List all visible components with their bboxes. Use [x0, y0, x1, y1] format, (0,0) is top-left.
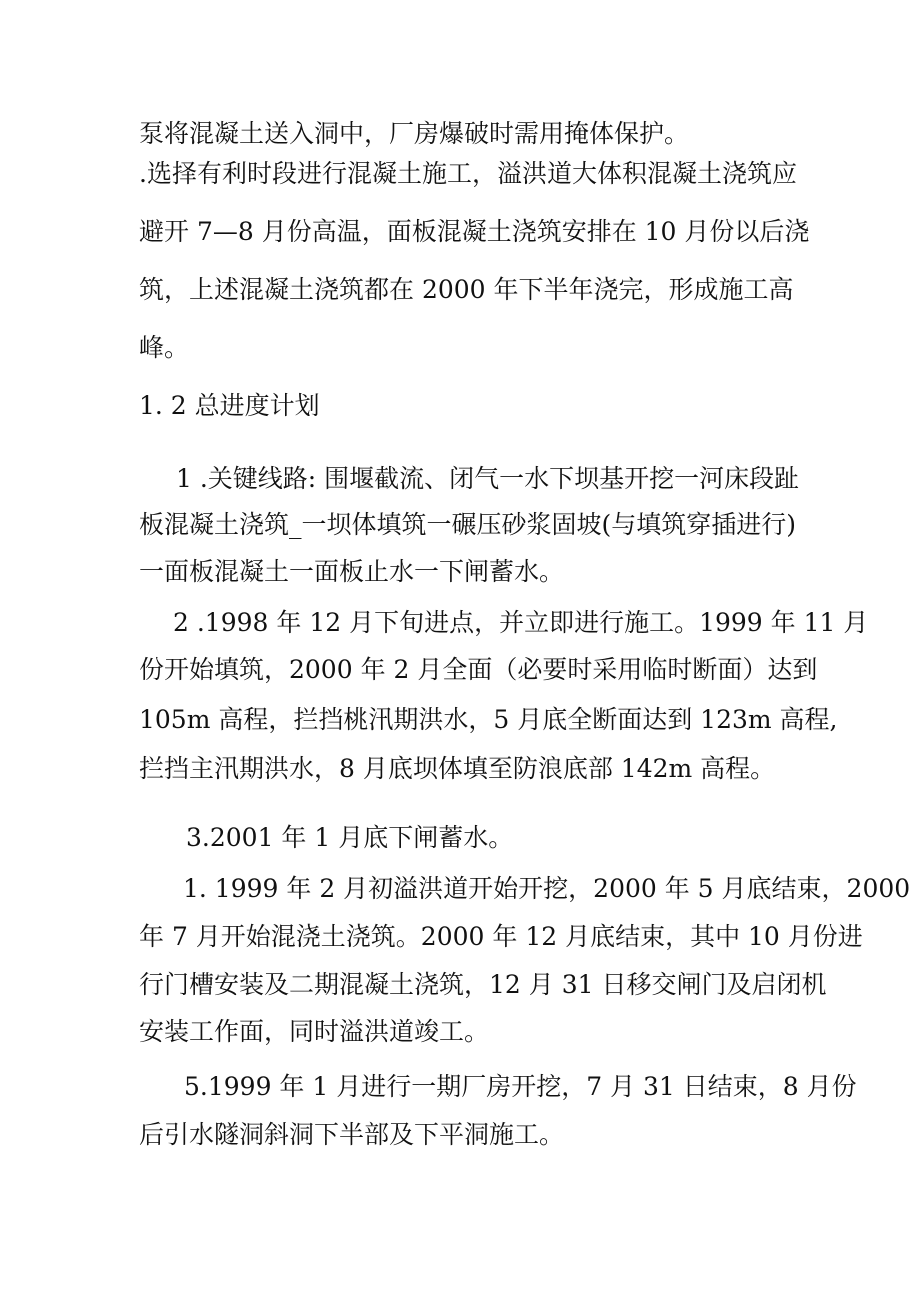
text-line: 拦挡主汛期洪水，8 月底坝体填至防浪底部 142m 高程。 — [139, 754, 776, 783]
text-line: 泵将混凝土送入洞中，厂房爆破时需用掩体保护。 — [139, 119, 690, 148]
text-line: 避开 7—8 月份高温，面板混凝土浇筑安排在 10 月份以后浇 — [139, 217, 810, 246]
text-line: 一面板混凝土一面板止水一下闸蓄水。 — [139, 557, 565, 586]
text-line: 1 .关键线路: 围堰截流、闭气一水下坝基开挖一河床段趾 — [176, 464, 800, 493]
text-line: 2 .1998 年 12 月下旬进点，并立即进行施工。1999 年 11 月 — [173, 608, 869, 637]
text-line: 年 7 月开始混浇土浇筑。2000 年 12 月底结束，其中 10 月份进 — [139, 922, 863, 951]
text-line: 后引水隧洞斜洞下半部及下平洞施工。 — [139, 1120, 565, 1149]
text-line: 105m 高程，拦挡桃汛期洪水，5 月底全断面达到 123m 高程, — [139, 705, 838, 734]
text-line: 份开始填筑，2000 年 2 月全面（必要时采用临时断面）达到 — [139, 655, 818, 684]
text-line: .选择有利时段进行混凝土施工，溢洪道大体积混凝土浇筑应 — [139, 159, 797, 188]
section-heading: 1. 2 总进度计划 — [139, 391, 320, 420]
text-line: 峰。 — [139, 333, 190, 362]
text-line: 安装工作面，同时溢洪道竣工。 — [139, 1017, 490, 1046]
text-line: 3.2001 年 1 月底下闸蓄水。 — [186, 823, 514, 852]
text-line: 板混凝土浇筑_一坝体填筑一碾压砂浆固坡(与填筑穿插进行) — [139, 510, 797, 539]
text-line: 筑，上述混凝土浇筑都在 2000 年下半年浇完，形成施工高 — [139, 275, 794, 304]
text-line: 行门槽安装及二期混凝土浇筑，12 月 31 日移交闸门及启闭机 — [139, 970, 827, 999]
text-line: 1. 1999 年 2 月初溢洪道开始开挖，2000 年 5 月底结束，2000 — [183, 874, 911, 903]
text-line: 5.1999 年 1 月进行一期厂房开挖，7 月 31 日结束，8 月份 — [184, 1072, 857, 1101]
